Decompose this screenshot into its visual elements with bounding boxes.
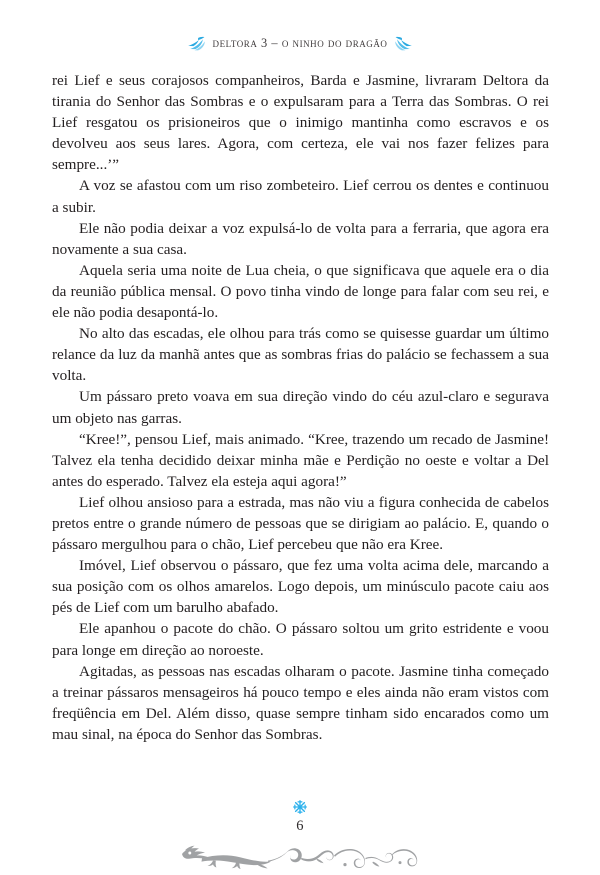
paragraph: Ele apanhou o pacote do chão. O pássaro soltou um grito estridente e voou para longe em direção ao noroeste. [52,620,549,659]
paragraph: Ele não podia deixar a voz expulsá-lo de volta para a ferraria, que agora era novamente a sua casa. [52,219,549,258]
paragraph: Lief olhou ansioso para a estrada, mas não viu a figura conhecida de cabelos pretos entre o grande número de pessoas que se dirigiam ao palácio. E, quando o pássaro mergulhou para o chão, Lief percebeu que não era Kree. [52,493,549,554]
wing-ornament-icon [394,36,413,51]
page-number: 6 [296,818,304,834]
paragraph: Agitadas, as pessoas nas escadas olharam o pacote. Jasmine tinha começado a treinar pássaros mensageiros há pouco tempo e eles ainda não eram vistos com freqüência em Del. Além disso, quase sempre tinham sido encarados como um mau sinal, na época do Senhor das Sombras. [52,662,549,743]
tailpiece-ornament [0,840,600,874]
paragraph: Aquela seria uma noite de Lua cheia, o que significava que aquele era o dia da reunião pública mensal. O povo tinha vindo de longe para falar com seu rei, e ele não podia desapontá-lo. [52,261,549,322]
paragraph: “Kree!”, pensou Lief, mais animado. “Kree, trazendo um recado de Jasmine! Talvez ela tenha decidido deixar minha mãe e Perdição no oeste e voltar a Del antes do esperado. Talvez ela esteja aqui agora!” [52,430,549,490]
paragraph: rei Lief e seus corajosos companheiros, Barda e Jasmine, livraram Deltora da tirania do Senhor das Sombras e o expulsaram para a Terra das Sombras. O rei Lief resgatou os prisioneiros que o inimigo mantinha como escravos e os devolveu aos seus lares. Agora, com certeza, ele vai nos fazer felizes para sempre...’” [52,72,549,174]
snowflake-asterisk-icon [292,799,308,815]
paragraph: No alto das escadas, ele olhou para trás como se quisesse guardar um último relance da luz da manhã antes que as sombras frias do palácio se fechassem a sua volta. [52,325,549,385]
paragraph: Um pássaro preto voava em sua direção vindo do céu azul-claro e segurava um objeto nas garras. [52,388,549,427]
dragon-flourish-icon [172,841,428,873]
wing-ornament-icon [187,36,206,51]
running-head-title: deltora 3 – o ninho do dragão [212,35,388,50]
paragraph: Imóvel, Lief observou o pássaro, que fez uma volta acima dele, marcando a sua posição com os olhos amarelos. Logo depois, um minúsculo pacote caiu aos pés de Lief com um barulho abafado. [52,557,549,617]
running-head [0,31,600,55]
folio-star-ornament [0,798,600,816]
paragraph: A voz se afastou com um riso zombeteiro. Lief cerrou os dentes e continuou a subir. [52,177,549,216]
body-text [52,70,549,745]
